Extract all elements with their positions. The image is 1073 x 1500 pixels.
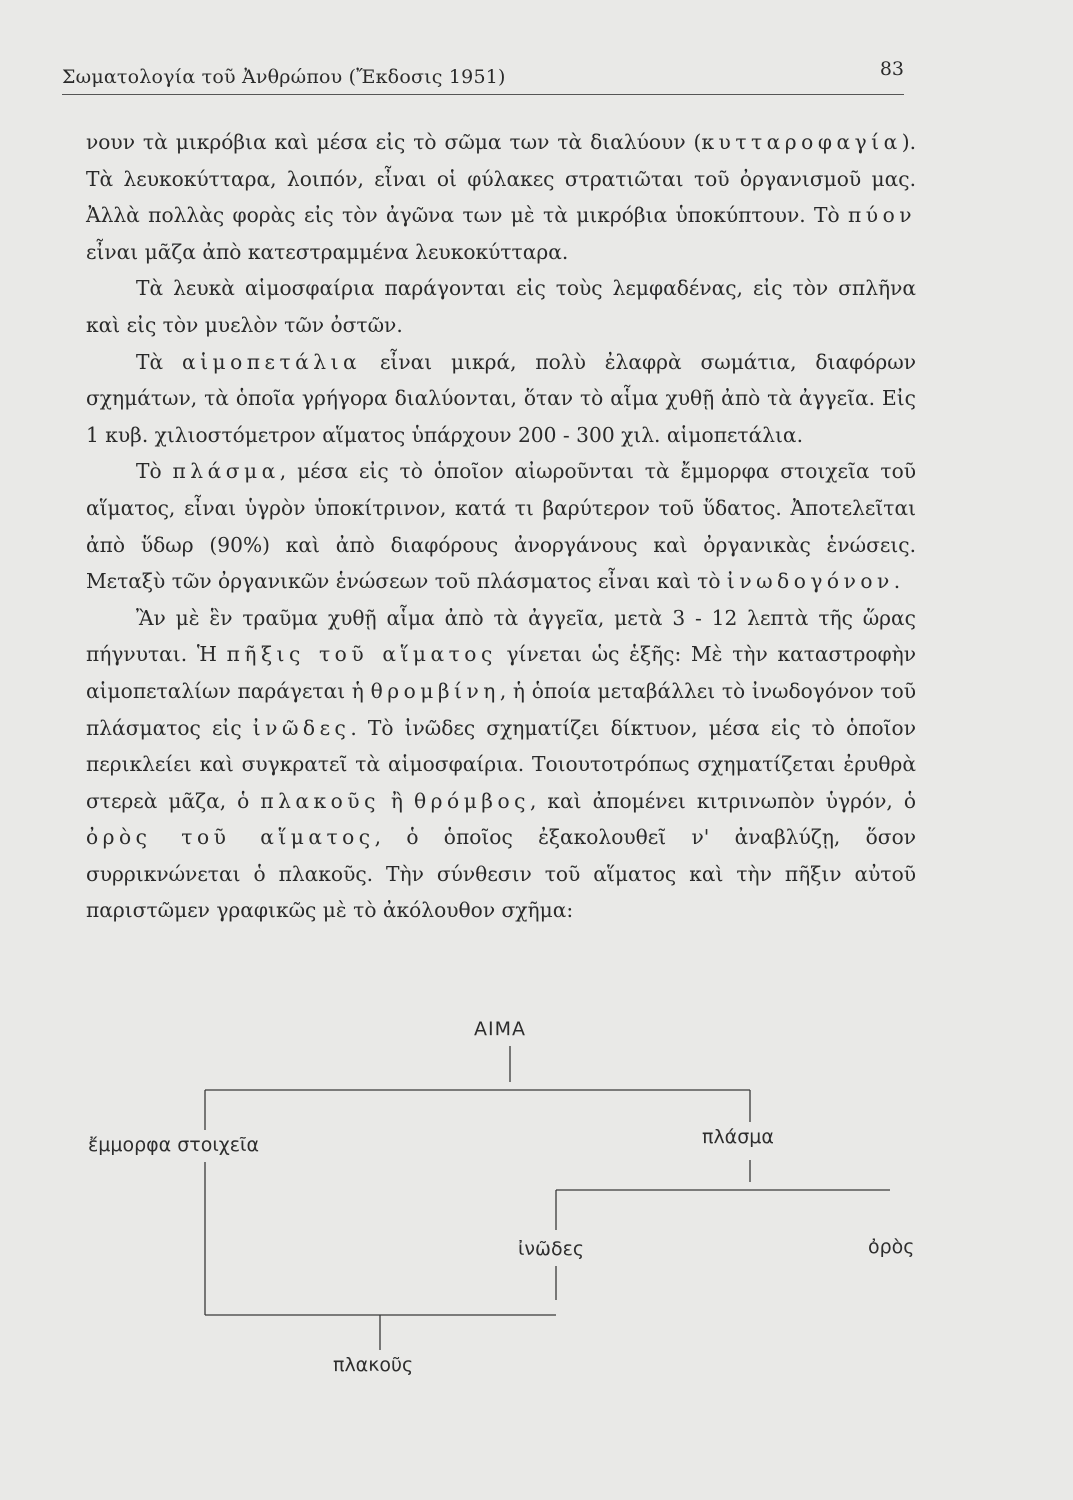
emphasized-term: πῆξις τοῦ αἵματος [226, 642, 497, 667]
text-run: ). Τὰ λευκοκύτταρα, λοιπόν, εἶναι οἱ φύλακες στρατιῶται τοῦ ὀργανισμοῦ μας. Ἀλλὰ πολλὰς φορὰς εἰς τὸν ἀγῶνα των μὲ τὰ μικρόβια ὑποκύπτουν. Τὸ [86, 130, 916, 228]
header-rule [62, 94, 904, 95]
emphasized-term: πλακοῦς [260, 788, 380, 813]
paragraph [86, 124, 916, 270]
text-run: ἢ [379, 788, 415, 813]
emphasized-term: θρομβίνη [370, 678, 500, 703]
text-run: , ὁ ὁποῖος ἐξακολουθεῖ ν' ἀναβλύζῃ, ὅσον συρρικνώνεται ὁ πλακοῦς. Τὴν σύνθεσιν τοῦ αἵματος καὶ τὴν πῆξιν αὐτοῦ παριστῶμεν γραφικῶς μὲ τὸ ἀκόλουθον σχῆμα: [86, 825, 916, 923]
clot-label: πλακοῦς [333, 1354, 414, 1376]
page-number: 83 [879, 58, 904, 80]
paragraph [86, 453, 916, 599]
text-run: . [893, 569, 901, 594]
emphasized-term: κυτταροφαγία [701, 130, 902, 154]
paragraph [86, 600, 916, 929]
text-run: εἶναι μᾶζα ἀπὸ κατεστραμμένα λευκοκύτταρα. [86, 239, 569, 264]
paragraph [86, 270, 916, 343]
text-run: Τὰ λευκὰ αἱμοσφαίρια παράγονται εἰς τοὺς λεμφαδένας, εἰς τὸν σπλῆνα καὶ εἰς τὸν μυελὸν τῶν ὀστῶν. [86, 276, 916, 337]
formed-elements-label: ἔμμορφα στοιχεῖα [88, 1134, 259, 1156]
emphasized-term: πλάσμα [172, 459, 280, 484]
emphasized-term: θρόμβος [414, 788, 530, 813]
emphasized-term: ἰνῶδες [252, 715, 351, 740]
text-run: εἶναι μικρά, πολὺ ἐλαφρὰ σωμάτια, διαφόρων σχημάτων, τὰ ὁποῖα γρήγορα διαλύονται, ὅταν τὸ αἷμα χυθῇ ἀπὸ τὰ ἀγγεῖα. Εἰς 1 κυβ. χιλιοστόμετρον αἵματος ὑπάρχουν 200 - 300 χιλ. αἱμοπετάλια. [86, 349, 917, 447]
diagram-root-label: ΑΙΜΑ [474, 1018, 526, 1040]
blood-composition-diagram [0, 1010, 1073, 1390]
text-run: . Τὸ ἰνῶδες σχηματίζει δίκτυον, μέσα εἰς τὸ ὁποῖον περικλείει καὶ συγκρατεῖ τὰ αἱμοσφαίρια. Τοιουτοτρόπως σχηματίζεται ἐρυθρὰ στερεὰ μᾶζα, ὁ [86, 715, 916, 813]
running-title: Σωματολογία τοῦ Ἀνθρώπου (Ἔκδοσις 1951) [62, 66, 506, 88]
emphasized-term: ἰνωδογόνον [726, 569, 894, 594]
text-run: Τὰ [136, 349, 182, 374]
text-run: , καὶ ἀπομένει κιτρινωπὸν ὑγρόν, ὁ [529, 788, 917, 813]
emphasized-term: πύον [848, 203, 916, 228]
paragraph [86, 344, 916, 454]
page-header [62, 58, 904, 98]
text-run: , μέσα εἰς τὸ ὁποῖον αἰωροῦνται τὰ ἔμμορφα στοιχεῖα τοῦ αἵματος, εἶναι ὑγρὸν ὑποκίτρινον, κατά τι βαρύτερον τοῦ ὕδατος. Ἀποτελεῖται ἀπὸ ὕδωρ (90%) καὶ ἀπὸ διαφόρους ἀνοργάνους καὶ ὀργανικὰς ἑνώσεις. Μεταξὺ τῶν ὀργανικῶν ἑνώσεων τοῦ πλάσματος εἶναι καὶ τὸ [86, 459, 916, 594]
emphasized-term: ὀρὸς τοῦ αἵματος [86, 825, 375, 850]
text-run: γίνεται ὡς ἑξῆς: Μὲ τὴν καταστροφὴν αἱμοπεταλίων παράγεται ἡ [86, 642, 916, 703]
plasma-label: πλάσμα [702, 1126, 774, 1148]
body-text [86, 124, 916, 929]
emphasized-term: αἱμοπετάλια [181, 349, 362, 374]
text-run: Ἂν μὲ ἓν τραῦμα χυθῇ αἷμα ἀπὸ τὰ ἀγγεῖα, μετὰ 3 - 12 λεπτὰ τῆς ὥρας πήγνυται. Ἡ [86, 605, 916, 667]
fibrin-label: ἰνῶδες [518, 1238, 584, 1260]
text-run: νουν τὰ μικρόβια καὶ μέσα εἰς τὸ σῶμα των τὰ διαλύουν ( [86, 130, 702, 154]
serum-label: ὀρὸς [868, 1236, 915, 1258]
text-run: Τὸ [136, 459, 173, 484]
text-run: , ἡ ὁποία μεταβάλλει τὸ ἰνωδογόνον τοῦ πλάσματος εἰς [86, 678, 916, 740]
diagram-lines [0, 1010, 1073, 1390]
